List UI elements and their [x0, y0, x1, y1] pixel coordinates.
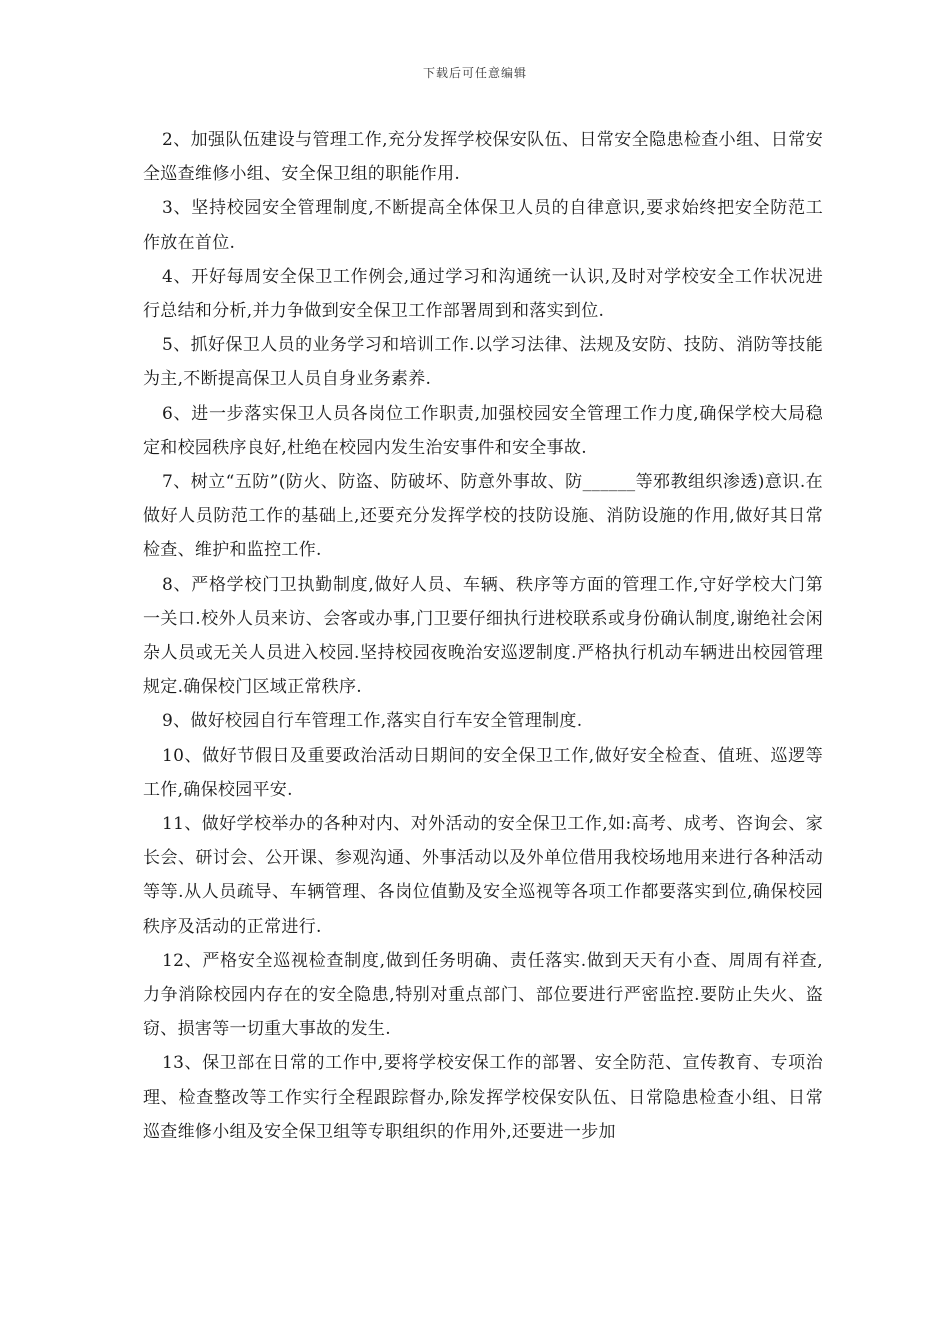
paragraph-item-3: 3、坚持校园安全管理制度,不断提高全体保卫人员的自律意识,要求始终把安全防范工作放在首位. — [143, 198, 823, 253]
paragraph-item-4: 4、开好每周安全保卫工作例会,通过学习和沟通统一认识,及时对学校安全工作状况进行总结和分析,并力争做到安全保卫工作部署周到和落实到位. — [143, 266, 823, 322]
paragraph-item-10: 10、做好节假日及重要政治活动日期间的安全保卫工作,做好安全检查、值班、巡逻等工作,确保校园平安. — [143, 745, 823, 800]
paragraph-item-9: 9、做好校园自行车管理工作,落实自行车安全管理制度. — [162, 711, 583, 732]
paragraph-item-5: 5、抓好保卫人员的业务学习和培训工作.以学习法律、法规及安防、技防、消防等技能为主,不断提高保卫人员自身业务素养. — [143, 335, 823, 390]
paragraph-item-12: 12、严格安全巡视检查制度,做到任务明确、责任落实.做到天天有小查、周周有祥查,力争消除校园内存在的安全隐患,特别对重点部门、部位要进行严密监控.要防止失火、盗窃、损害等一切重大事故的发生. — [143, 950, 823, 1040]
paragraph-item-6: 6、进一步落实保卫人员各岗位工作职责,加强校园安全管理工作力度,确保学校大局稳定和校园秩序良好,杜绝在校园内发生治安事件和安全事故. — [143, 403, 823, 458]
paragraph-item-2: 2、加强队伍建设与管理工作,充分发挥学校保安队伍、日常安全隐患检查小组、日常安全巡查维修小组、安全保卫组的职能作用. — [143, 130, 823, 185]
paragraph-item-7: 7、树立“五防”(防火、防盗、防破坏、防意外事故、防______等邪教组织渗透)意识.在做好人员防范工作的基础上,还要充分发挥学校的技防设施、消防设施的作用,做好其日常检查、维护和监控工作. — [143, 472, 823, 561]
document-body — [143, 123, 823, 1149]
paragraph-item-13: 13、保卫部在日常的工作中,要将学校安保工作的部署、安全防范、宣传教育、专项治理、检查整改等工作实行全程跟踪督办,除发挥学校保安队伍、日常隐患检查小组、日常巡查维修小组及安全保卫组等专职组织的作用外,还要进一步加 — [143, 1053, 823, 1142]
paragraph-item-11: 11、做好学校举办的各种对内、对外活动的安全保卫工作,如:高考、成考、咨询会、家长会、研讨会、公开课、参观沟通、外事活动以及外单位借用我校场地用来进行各种活动等等.从人员疏导、车辆管理、各岗位值勤及安全巡视等各项工作都要落实到位,确保校园秩序及活动的正常进行. — [143, 814, 823, 937]
paragraph-item-8: 8、严格学校门卫执勤制度,做好人员、车辆、秩序等方面的管理工作,守好学校大门第一关口.校外人员来访、会客或办事,门卫要仔细执行进校联系或身份确认制度,谢绝社会闲杂人员或无关人员进入校园.坚持校园夜晚治安巡逻制度.严格执行机动车辆进出校园管理规定.确保校门区域正常秩序. — [143, 574, 823, 698]
page-header: 下载后可任意编辑 — [422, 66, 527, 80]
